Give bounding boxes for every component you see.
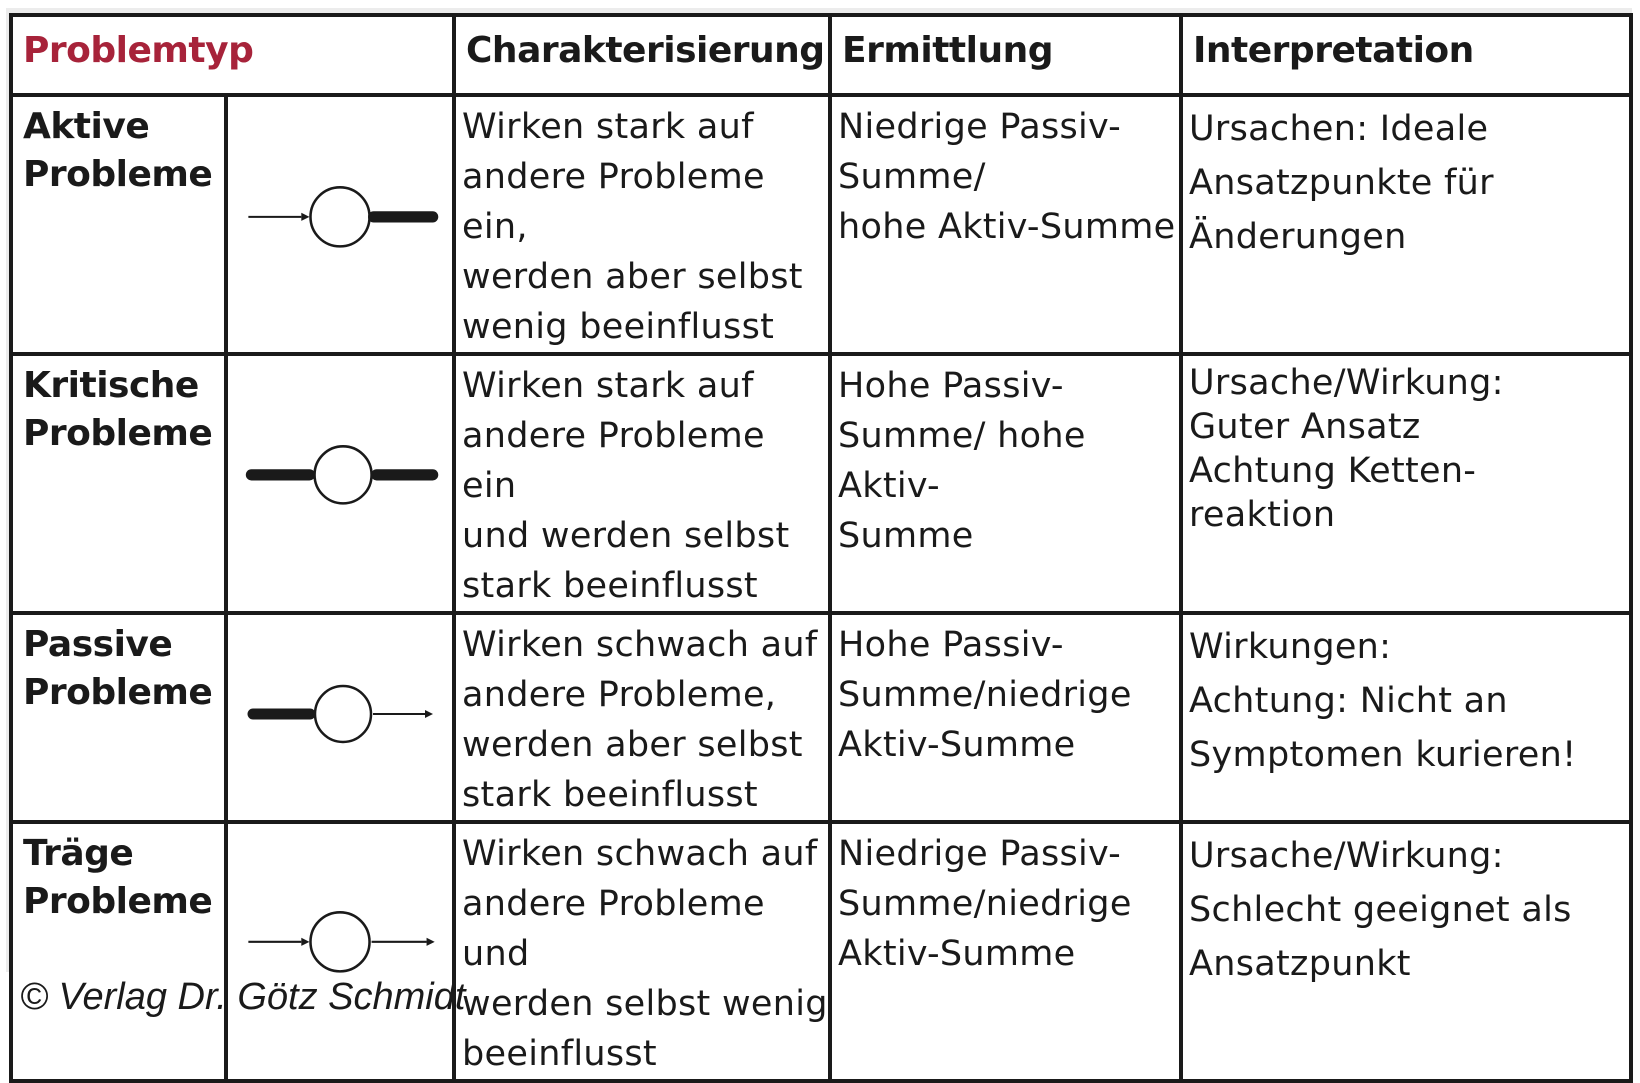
row-name-cell <box>11 613 226 822</box>
table-row <box>11 822 1631 1081</box>
problem-name: Kritische Probleme <box>23 365 213 454</box>
interpretation-cell <box>1181 613 1631 822</box>
row-name-cell <box>11 95 226 354</box>
copyright-footer: © Verlag Dr. Götz Schmidt <box>20 976 466 1018</box>
row-name-cell <box>11 822 226 1081</box>
problem-name: Träge Probleme <box>23 833 213 922</box>
table-row <box>11 354 1631 613</box>
charakterisierung-cell <box>454 822 830 1081</box>
charakterisierung-cell <box>454 354 830 613</box>
interpretation-text: Wirkungen: Achtung: Nicht an Symptomen kurieren! <box>1189 627 1577 775</box>
critical-problem-symbol-icon <box>228 356 452 611</box>
table-row <box>11 95 1631 354</box>
ermittlung-cell <box>830 822 1181 1081</box>
ermittlung-text: Hohe Passiv- Summe/niedrige Aktiv-Summe <box>838 625 1132 765</box>
charakterisierung-cell <box>454 613 830 822</box>
ermittlung-cell <box>830 613 1181 822</box>
charakterisierung-text: Wirken stark auf andere Probleme ein und werden selbst stark beeinflusst <box>462 366 790 606</box>
charakterisierung-text: Wirken schwach auf andere Probleme, werden aber selbst stark beeinflusst <box>462 625 818 815</box>
row-name-cell <box>11 354 226 613</box>
problem-type-table <box>9 13 1633 1083</box>
inert-problem-symbol-icon <box>228 824 452 1079</box>
charakterisierung-text: Wirken schwach auf andere Probleme und werden selbst wenig beeinflusst <box>462 834 828 1074</box>
charakterisierung-cell <box>454 95 830 354</box>
ermittlung-text: Niedrige Passiv- Summe/ hohe Aktiv-Summe <box>838 107 1176 247</box>
header-problemtyp: Problemtyp <box>23 30 254 71</box>
interpretation-cell <box>1181 822 1631 1081</box>
header-charakterisierung: Charakterisierung <box>466 30 825 71</box>
symbol-cell <box>226 95 454 354</box>
problem-name: Passive Probleme <box>23 624 213 713</box>
ermittlung-text: Niedrige Passiv- Summe/niedrige Aktiv-Summe <box>838 834 1132 974</box>
header-cell-charakterisierung <box>454 15 830 95</box>
header-ermittlung: Ermittlung <box>842 30 1053 71</box>
ermittlung-cell <box>830 95 1181 354</box>
active-problem-symbol-icon <box>228 97 452 352</box>
symbol-cell <box>226 822 454 1081</box>
interpretation-text: Ursache/Wirkung: Schlecht geeignet als Ansatzpunkt <box>1189 836 1572 984</box>
problem-name: Aktive Probleme <box>23 106 213 195</box>
header-row <box>11 15 1631 95</box>
header-cell-ermittlung <box>830 15 1181 95</box>
header-interpretation: Interpretation <box>1193 30 1474 71</box>
ermittlung-text: Hohe Passiv- Summe/ hohe Aktiv- Summe <box>838 366 1086 556</box>
header-cell-problemtyp <box>11 15 454 95</box>
interpretation-text: Ursachen: Ideale Ansatzpunkte für Änderungen <box>1189 109 1494 257</box>
interpretation-cell <box>1181 354 1631 613</box>
symbol-cell <box>226 354 454 613</box>
interpretation-cell <box>1181 95 1631 354</box>
passive-problem-symbol-icon <box>228 615 452 820</box>
table-row <box>11 613 1631 822</box>
ermittlung-cell <box>830 354 1181 613</box>
symbol-cell <box>226 613 454 822</box>
interpretation-text: Ursache/Wirkung: Guter Ansatz Achtung Ketten- reaktion <box>1189 363 1504 535</box>
charakterisierung-text: Wirken stark auf andere Probleme ein, werden aber selbst wenig beeinflusst <box>462 107 803 347</box>
header-cell-interpretation <box>1181 15 1631 95</box>
